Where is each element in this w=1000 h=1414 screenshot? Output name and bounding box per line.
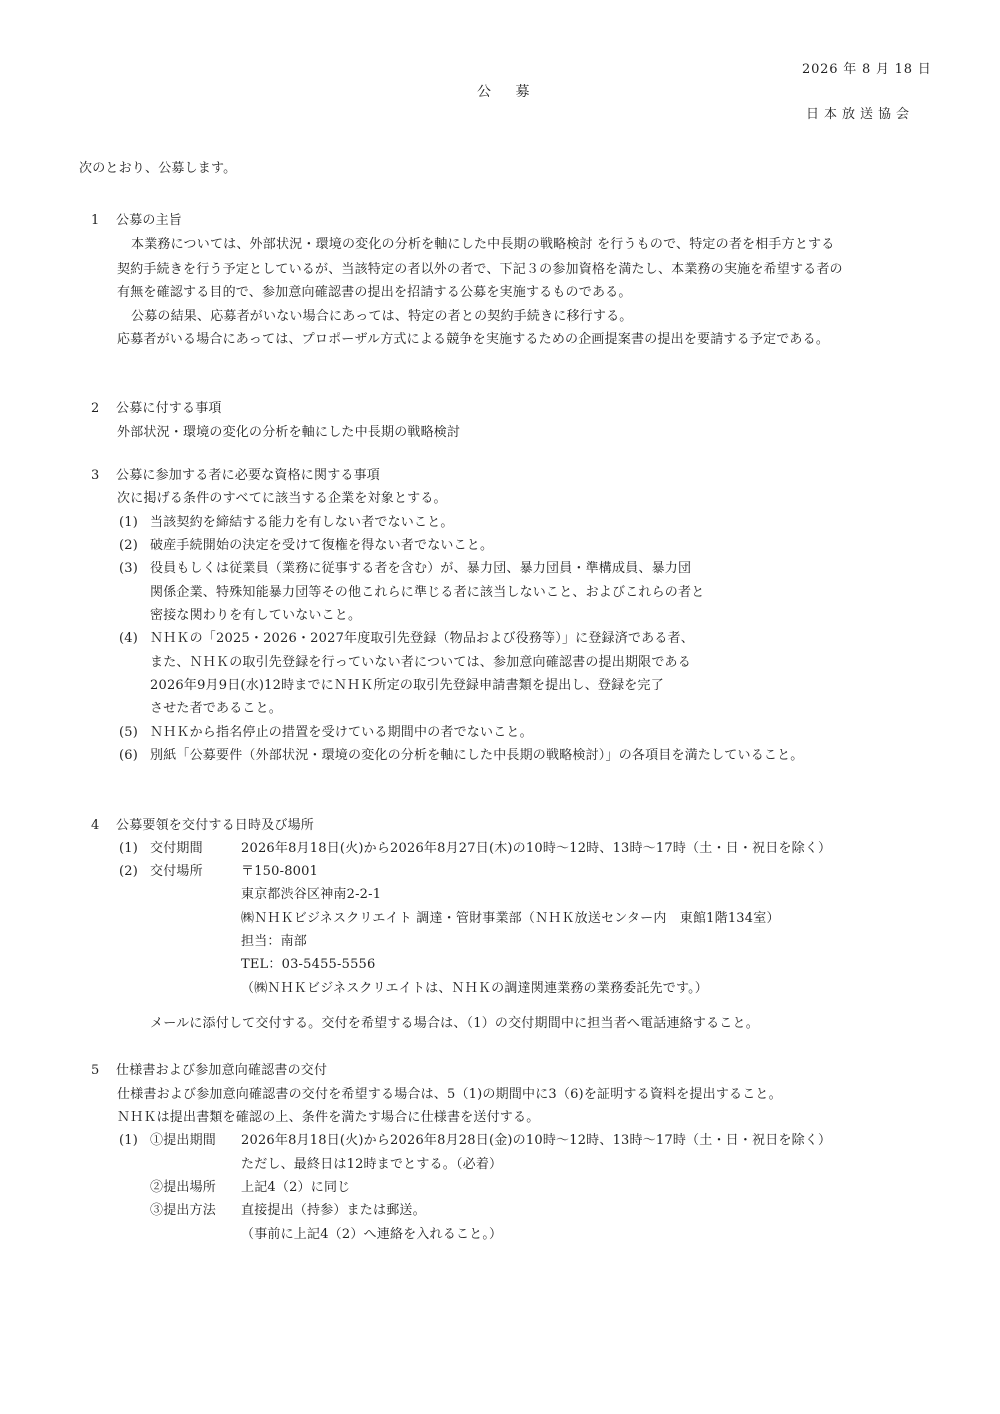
- document-title: 公 募: [477, 84, 540, 100]
- section-3-lead: 次に掲げる条件のすべてに該当する企業を対象とする。: [117, 491, 447, 506]
- item-number: (4): [119, 631, 139, 646]
- address-note: （㈱ＮＨＫビジネスクリエイトは、ＮＨＫの調達関連業務の業務委託先です。）: [241, 981, 709, 996]
- requirement-line: 密接な関わりを有していないこと。: [150, 608, 362, 623]
- requirement-line: 関係企業、特殊知能暴力団等その他これらに準じる者に該当しないこと、およびこれらの者と: [150, 585, 705, 600]
- section-1-number: 1: [91, 213, 100, 228]
- requirement-line: 別紙「公募要件（外部状況・環境の変化の分析を軸にした中長期の戦略検討）」の各項目を満たしていること。: [150, 748, 804, 763]
- submission-method-value: 直接提出（持参）または郵送。: [241, 1203, 426, 1218]
- item-number: (1): [119, 841, 139, 856]
- postal-code: 〒150-8001: [241, 864, 319, 879]
- section-1-line: 本業務については、外部状況・環境の変化の分析を軸にした中長期の戦略検討 を行うもので、特定の者を相手方とする: [131, 237, 835, 252]
- item-number: (1): [119, 515, 139, 530]
- contact-phone: TEL：03-5455-5556: [241, 957, 376, 972]
- section-4-heading: 公募要領を交付する日時及び場所: [116, 818, 315, 833]
- item-number: (6): [119, 748, 139, 763]
- submission-method-label: ③提出方法: [150, 1203, 217, 1218]
- section-1-line: 応募者がいる場合にあっては、プロポーザル方式による競争を実施するための企画提案書の提出を要請する予定である。: [117, 332, 830, 347]
- section-5-line: 仕様書および参加意向確認書の交付を希望する場合は、5（1)の期間中に3（6)を証明する資料を提出すること。: [117, 1087, 782, 1102]
- submission-place-label: ②提出場所: [150, 1180, 217, 1195]
- section-1-line: 契約手続きを行う予定としているが、当該特定の者以外の者で、下記３の参加資格を満たし、本業務の実施を希望する者の: [117, 262, 843, 277]
- issue-period-value: 2026年8月18日(火)から2026年8月27日(木)の10時～12時、13時～17時（土・日・祝日を除く）: [241, 841, 832, 856]
- section-5-line: ＮＨＫは提出書類を確認の上、条件を満たす場合に仕様書を送付する。: [117, 1110, 540, 1125]
- contact-person: 担当：南部: [241, 934, 308, 949]
- issue-place-label: 交付場所: [150, 864, 203, 879]
- section-4-number: 4: [91, 818, 100, 833]
- item-number: (5): [119, 725, 139, 740]
- issue-period-label: 交付期間: [150, 841, 203, 856]
- item-number: (1): [119, 1133, 139, 1148]
- requirement-line: 当該契約を締結する能力を有しない者でないこと。: [150, 515, 454, 530]
- requirement-line: 破産手続開始の決定を受けて復権を得ない者でないこと。: [150, 538, 494, 553]
- section-1-line: 公募の結果、応募者がいない場合にあっては、特定の者との契約手続きに移行する。: [131, 309, 633, 324]
- item-number: (2): [119, 864, 139, 879]
- requirement-line: また、ＮＨＫの取引先登録を行っていない者については、参加意向確認書の提出期限である: [150, 655, 691, 670]
- requirement-line: 役員もしくは従業員（業務に従事する者を含む）が、暴力団、暴力団員・準構成員、暴力団: [150, 561, 692, 576]
- item-number: (3): [119, 561, 139, 576]
- intro-text: 次のとおり、公募します。: [79, 161, 237, 176]
- requirement-line: ＮＨＫから指名停止の措置を受けている期間中の者でないこと。: [150, 725, 533, 740]
- requirement-line: させた者であること。: [150, 701, 283, 716]
- submission-period-label: ①提出期間: [150, 1133, 217, 1148]
- section-2-body: 外部状況・環境の変化の分析を軸にした中長期の戦略検討: [117, 425, 461, 440]
- section-5-heading: 仕様書および参加意向確認書の交付: [116, 1063, 328, 1078]
- submission-period-value: 2026年8月18日(火)から2026年8月28日(金)の10時～12時、13時～17時（土・日・祝日を除く）: [241, 1133, 832, 1148]
- document-date: 2026 年 8 月 18 日: [802, 62, 932, 77]
- submission-method-note: （事前に上記4（2）へ連絡を入れること。）: [241, 1227, 503, 1242]
- item-number: (2): [119, 538, 139, 553]
- requirement-line: 2026年9月9日(水)12時までにＮＨＫ所定の取引先登録申請書類を提出し、登録を完了: [150, 678, 664, 693]
- section-2-number: 2: [91, 401, 100, 416]
- section-5-number: 5: [91, 1063, 100, 1078]
- issuing-organization: 日本放送協会: [806, 107, 915, 122]
- section-3-number: 3: [91, 468, 100, 483]
- submission-deadline-note: ただし、最終日は12時までとする。（必着）: [241, 1157, 503, 1172]
- delivery-note: メールに添付して交付する。交付を希望する場合は、（1）の交付期間中に担当者へ電話連絡すること。: [150, 1016, 759, 1031]
- requirement-line: ＮＨＫの「2025・2026・2027年度取引先登録（物品および役務等）」に登録済である者、: [150, 631, 694, 646]
- section-1-line: 有無を確認する目的で、参加意向確認書の提出を招請する公募を実施するものである。: [117, 285, 632, 300]
- address-line: ㈱ＮＨＫビジネスクリエイト 調達・管財事業部（ＮＨＫ放送センター内 東館1階134室）: [241, 911, 780, 926]
- address-line: 東京都渋谷区神南2-2-1: [241, 887, 382, 902]
- section-3-heading: 公募に参加する者に必要な資格に関する事項: [116, 468, 381, 483]
- section-1-heading: 公募の主旨: [116, 213, 183, 228]
- submission-place-value: 上記4（2）に同じ: [241, 1180, 351, 1195]
- section-2-heading: 公募に付する事項: [116, 401, 222, 416]
